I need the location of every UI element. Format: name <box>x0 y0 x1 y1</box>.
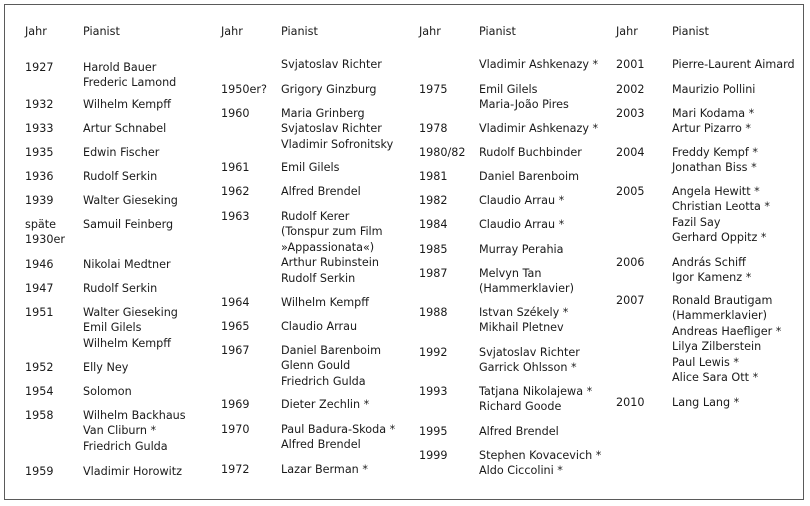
pianist-name: Artur Pizarro * <box>672 122 751 136</box>
entry-pianists <box>672 82 755 97</box>
pianist-name: Angela Hewitt * <box>672 185 760 198</box>
pianist-name: Wilhelm Kempff <box>281 296 369 309</box>
entry-year: 1988 <box>419 306 448 319</box>
entry-pianists <box>672 145 758 176</box>
entry-year: 1951 <box>25 306 54 319</box>
entry-pianists <box>479 193 564 208</box>
entry-pianists <box>479 345 580 376</box>
pianist-name: Walter Gieseking <box>83 194 178 207</box>
pianist-name: Stephen Kovacevich * <box>479 449 602 462</box>
entry-pianists <box>672 57 795 72</box>
entry-year: 1975 <box>419 83 448 96</box>
pianist-name: Freddy Kempf * <box>672 146 758 159</box>
entry-year: 1981 <box>419 170 448 183</box>
entry-pianists <box>479 305 568 336</box>
pianist-name: (Tonspur zum Film <box>281 225 383 239</box>
pianist-name: Glenn Gould <box>281 359 351 373</box>
pianist-name: Daniel Barenboim <box>479 170 580 183</box>
pianist-name: Svjatoslav Richter <box>281 122 382 136</box>
entry-year: 1933 <box>25 122 54 135</box>
entry-year: 2010 <box>616 396 645 409</box>
entry-year: 1939 <box>25 194 54 207</box>
entry-year: 1952 <box>25 361 54 374</box>
entry-year: 1954 <box>25 385 54 398</box>
recordings-table <box>4 4 804 500</box>
pianist-name: Walter Gieseking <box>83 306 178 319</box>
entry-pianists <box>281 319 357 334</box>
pianist-name: Rudolf Kerer <box>281 210 350 223</box>
pianist-name: Daniel Barenboim <box>281 344 382 357</box>
entry-pianists <box>83 408 186 454</box>
entry-pianists <box>83 97 171 112</box>
pianist-header: Pianist <box>672 25 709 38</box>
entry-year: 1959 <box>25 465 54 478</box>
entry-year: 1946 <box>25 258 54 271</box>
entry-pianists <box>672 106 754 137</box>
entry-year: 1964 <box>221 296 250 309</box>
pianist-name: Paul Lewis * <box>672 355 740 369</box>
entry-pianists <box>83 305 178 351</box>
pianist-name: Claudio Arrau <box>281 320 358 333</box>
entry-year: 2006 <box>616 256 645 269</box>
pianist-name: Rudolf Serkin <box>83 170 158 183</box>
entry-year: 1995 <box>419 425 448 438</box>
pianist-name: Istvan Székely * <box>479 306 569 319</box>
pianist-name: Vladimir Ashkenazy * <box>479 122 599 135</box>
entry-year: 1965 <box>221 320 250 333</box>
pianist-name: Melvyn Tan <box>479 267 542 280</box>
entry-pianists <box>479 169 579 184</box>
entry-year: 1970 <box>221 423 250 436</box>
entry-year: 1987 <box>419 267 448 280</box>
entry-year: 1927 <box>25 61 54 74</box>
entry-year: 1969 <box>221 398 250 411</box>
pianist-name: Dieter Zechlin * <box>281 398 370 411</box>
entry-pianists <box>83 121 166 136</box>
year-header: Jahr <box>419 25 441 38</box>
entry-year: 1993 <box>419 385 448 398</box>
pianist-name: Jonathan Biss * <box>672 161 757 175</box>
entry-pianists <box>281 422 395 453</box>
pianist-name: Emil Gilels <box>281 161 340 174</box>
entry-pianists <box>672 184 770 246</box>
entry-pianists <box>83 193 178 208</box>
year-header: Jahr <box>221 25 243 38</box>
pianist-name: Arthur Rubinstein <box>281 256 379 270</box>
pianist-name: Ronald Brautigam <box>672 294 773 307</box>
pianist-name: Nikolai Medtner <box>83 258 171 271</box>
entry-year: 2004 <box>616 146 645 159</box>
year-header: Jahr <box>25 25 47 38</box>
pianist-name: (Hammerklavier) <box>479 282 574 296</box>
entry-pianists <box>281 209 383 286</box>
pianist-name: Igor Kamenz * <box>672 271 752 285</box>
pianist-name: Friedrich Gulda <box>281 374 366 388</box>
pianist-name: Claudio Arrau * <box>479 194 565 207</box>
entry-pianists <box>83 145 159 160</box>
entry-year: späte 1930er <box>25 218 65 247</box>
pianist-name: Gerhard Oppitz * <box>672 231 767 245</box>
entry-year: 1950er? <box>221 83 267 96</box>
pianist-name: Aldo Ciccolini * <box>479 464 563 478</box>
entry-pianists <box>281 82 377 97</box>
pianist-name: Rudolf Buchbinder <box>479 146 582 159</box>
entry-pianists <box>479 57 598 72</box>
entry-pianists <box>281 462 368 477</box>
pianist-name: Fazil Say <box>672 215 721 229</box>
entry-pianists <box>83 281 157 296</box>
entry-pianists <box>479 145 582 160</box>
pianist-name: Elly Ney <box>83 361 129 374</box>
pianist-name: Maurizio Pollini <box>672 83 756 96</box>
pianist-name: Maria Grinberg <box>281 107 365 120</box>
entry-pianists <box>281 160 339 175</box>
entry-pianists <box>83 217 173 232</box>
entry-pianists <box>83 360 128 375</box>
entry-pianists <box>281 106 393 152</box>
pianist-name: Christian Leotta * <box>672 200 770 214</box>
pianist-name: Lang Lang * <box>672 396 740 409</box>
entry-year: 1967 <box>221 344 250 357</box>
entry-year: 1947 <box>25 282 54 295</box>
entry-year: 2007 <box>616 294 645 307</box>
entry-year: 1984 <box>419 218 448 231</box>
entry-pianists <box>479 121 598 136</box>
pianist-name: Pierre-Laurent Aimard <box>672 58 795 71</box>
pianist-name: Alfred Brendel <box>281 438 361 452</box>
pianist-name: Richard Goode <box>479 400 562 414</box>
pianist-name: Samuil Feinberg <box>83 218 174 231</box>
pianist-name: Grigory Ginzburg <box>281 83 377 96</box>
entry-pianists <box>281 295 369 310</box>
entry-year: 1992 <box>419 346 448 359</box>
pianist-name: Maria-João Pires <box>479 98 569 112</box>
entry-year: 2001 <box>616 58 645 71</box>
entry-pianists <box>479 448 601 479</box>
pianist-name: Wilhelm Kempff <box>83 336 171 350</box>
entry-year: 1982 <box>419 194 448 207</box>
pianist-header: Pianist <box>83 25 120 38</box>
pianist-name: Garrick Ohlsson * <box>479 361 577 375</box>
entry-year: 2002 <box>616 83 645 96</box>
pianist-name: Mari Kodama * <box>672 107 755 120</box>
entry-year: 1962 <box>221 185 250 198</box>
pianist-name: Friedrich Gulda <box>83 439 168 453</box>
pianist-name: Solomon <box>83 385 132 398</box>
pianist-header: Pianist <box>281 25 318 38</box>
pianist-name: Van Cliburn * <box>83 424 157 438</box>
entry-pianists <box>83 169 157 184</box>
entry-pianists <box>281 57 382 72</box>
pianist-name: Harold Bauer <box>83 61 157 74</box>
entry-pianists <box>479 217 564 232</box>
pianist-name: Lazar Berman * <box>281 463 368 476</box>
entry-year: 2005 <box>616 185 645 198</box>
entry-pianists <box>281 343 381 389</box>
entry-pianists <box>672 293 781 385</box>
entry-pianists <box>479 82 569 113</box>
entry-year: 1936 <box>25 170 54 183</box>
entry-year: 2003 <box>616 107 645 120</box>
pianist-name: Wilhelm Backhaus <box>83 409 186 422</box>
pianist-name: Svjatoslav Richter <box>281 58 382 71</box>
pianist-name: Edwin Fischer <box>83 146 160 159</box>
pianist-name: Lilya Zilberstein <box>672 340 762 354</box>
entry-pianists <box>672 255 751 286</box>
pianist-name: Alice Sara Ott * <box>672 371 759 385</box>
entry-year: 1985 <box>419 243 448 256</box>
pianist-name: Mikhail Pletnev <box>479 321 564 335</box>
pianist-name: (Hammerklavier) <box>672 309 767 323</box>
pianist-name: Wilhelm Kempff <box>83 98 171 111</box>
pianist-name: Vladimir Ashkenazy * <box>479 58 599 71</box>
pianist-name: Emil Gilels <box>83 321 142 335</box>
entry-pianists <box>83 60 176 91</box>
pianist-name: Vladimir Sofronitsky <box>281 137 394 151</box>
entry-pianists <box>83 464 182 479</box>
pianist-name: Frederic Lamond <box>83 76 177 90</box>
pianist-name: Artur Schnabel <box>83 122 167 135</box>
pianist-name: Rudolf Serkin <box>83 282 158 295</box>
pianist-name: Emil Gilels <box>479 83 538 96</box>
entry-year: 1999 <box>419 449 448 462</box>
entry-pianists <box>83 257 171 272</box>
pianist-name: Alfred Brendel <box>479 425 559 438</box>
entry-pianists <box>479 384 592 415</box>
pianist-name: Alfred Brendel <box>281 185 361 198</box>
pianist-name: Paul Badura-Skoda * <box>281 423 396 436</box>
entry-year: 1963 <box>221 210 250 223</box>
pianist-name: András Schiff <box>672 256 746 269</box>
entry-pianists <box>479 242 564 257</box>
entry-year: 1980/82 <box>419 146 466 159</box>
entry-year: 1935 <box>25 146 54 159</box>
entry-pianists <box>83 384 132 399</box>
pianist-name: Andreas Haefliger * <box>672 324 782 338</box>
entry-year: 1972 <box>221 463 250 476</box>
pianist-name: Svjatoslav Richter <box>479 346 580 359</box>
entry-pianists <box>281 397 369 412</box>
pianist-name: »Appassionata«) <box>281 240 375 254</box>
entry-year: 1958 <box>25 409 54 422</box>
entry-pianists <box>672 395 739 410</box>
pianist-name: Claudio Arrau * <box>479 218 565 231</box>
entry-year: 1960 <box>221 107 250 120</box>
entry-year: 1932 <box>25 98 54 111</box>
entry-pianists <box>281 184 361 199</box>
entry-pianists <box>479 424 559 439</box>
year-header: Jahr <box>616 25 638 38</box>
pianist-name: Murray Perahia <box>479 243 564 256</box>
pianist-name: Tatjana Nikolajewa * <box>479 385 593 398</box>
pianist-name: Rudolf Serkin <box>281 271 356 285</box>
entry-year: 1978 <box>419 122 448 135</box>
entry-pianists <box>479 266 574 297</box>
entry-year: 1961 <box>221 161 250 174</box>
pianist-header: Pianist <box>479 25 516 38</box>
pianist-name: Vladimir Horowitz <box>83 465 182 478</box>
